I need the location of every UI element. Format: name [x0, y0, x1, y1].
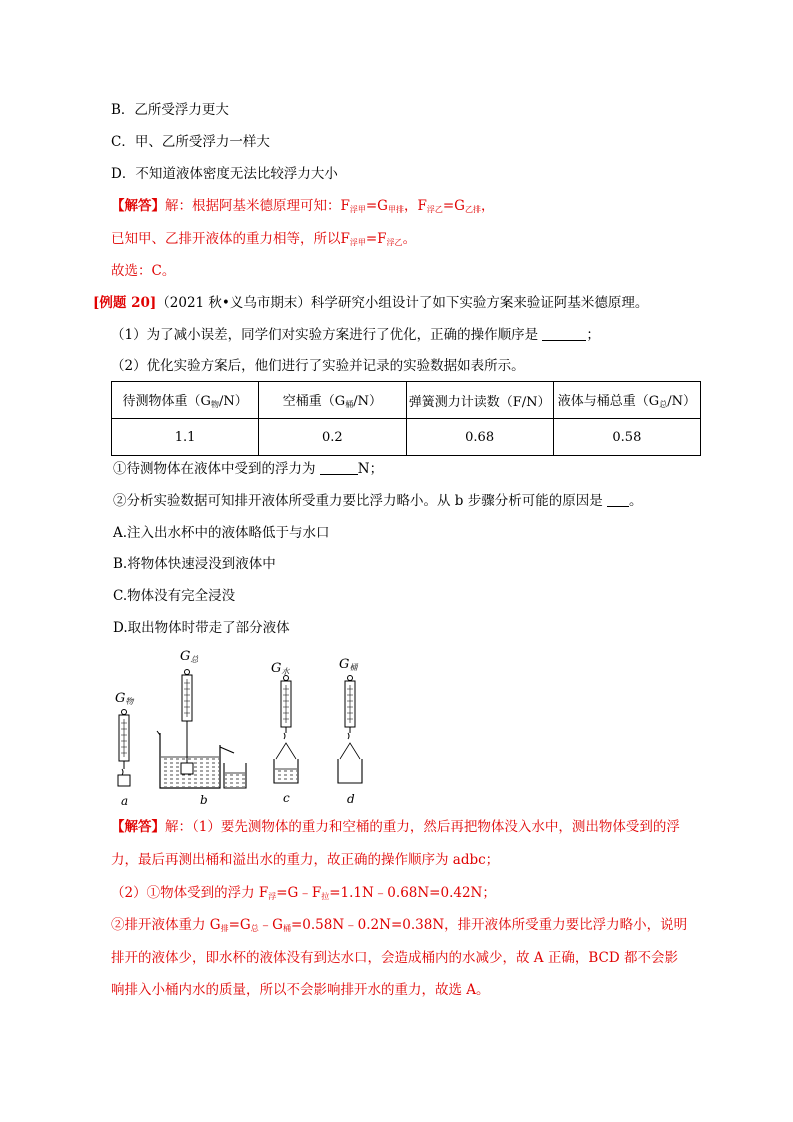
answer1-text: ，	[480, 198, 495, 214]
answer1-line1	[111, 196, 494, 220]
sub-question-2-end: 。	[629, 493, 643, 509]
table-header-cell: 空桶重$(G_桶/N)$	[259, 382, 406, 419]
answer1-text: =G	[365, 198, 388, 214]
sub-question-2-text: ②分析实验数据可知排开液体所受重力要比浮力略小。从 b 步骤分析可能的原因是	[113, 493, 603, 509]
label-g-zong: $G_总$	[180, 649, 199, 664]
answer-blank[interactable]	[607, 492, 629, 507]
answer2-line2: 力，最后再测出桶和溢出水的重力，故正确的操作顺序为 adbc；	[111, 852, 500, 868]
answer1-text: =G	[442, 198, 465, 214]
subscript: 浮乙	[426, 205, 443, 214]
submerged-object	[181, 763, 193, 774]
question-1	[111, 325, 600, 345]
label-g-tong: $G_桶$	[339, 657, 358, 672]
example-tag: [例题 20]	[93, 295, 157, 311]
sub-question-1	[113, 459, 383, 479]
example-heading	[93, 293, 648, 313]
answer1-text: 。	[402, 231, 417, 247]
setup-b	[157, 670, 246, 789]
setup-c	[274, 676, 298, 784]
experiment-figure	[110, 645, 380, 815]
label-g-wu: $G_物$	[115, 691, 134, 706]
answer2-line3: （2）①物体受到的浮力 $F_浮=G﹣F_拉=1.1N﹣0.68N=0.42N$；	[111, 885, 496, 901]
choice-a: A.注入出水杯中的液体略低于与水口	[113, 525, 330, 541]
question-2: （2）优化实验方案后，他们进行了实验并记录的实验数据如表所示。	[111, 358, 525, 374]
label-g-shui: $G_水$	[271, 661, 290, 676]
answer1-text: 已知甲、乙排开液体的重力相等，所以F	[111, 231, 350, 247]
subscript: 浮乙	[386, 238, 403, 247]
empty-bucket	[338, 759, 362, 783]
answer2-line5: 排开的液体少，即水杯的液体没有到达水口，会造成桶内的水减少，故 A 正确，BCD 都不会影	[111, 950, 678, 966]
choice-b: B.将物体快速浸没到液体中	[113, 556, 276, 572]
table-header-row	[112, 382, 701, 419]
answer-blank[interactable]	[320, 460, 358, 475]
question-1-text: （1）为了减小误差，同学们对实验方案进行了优化，正确的操作顺序是	[111, 327, 539, 343]
answer2-tag: 【解答】	[111, 819, 165, 835]
answer1-line3: 故选：C。	[111, 263, 176, 279]
option-b: B．乙所受浮力更大	[111, 102, 229, 118]
object-block	[118, 775, 130, 786]
subscript: 乙排	[464, 205, 481, 214]
subscript: 浮甲	[349, 238, 366, 247]
option-c: C．甲、乙所受浮力一样大	[111, 134, 270, 150]
table-header-cell: 液体与桶总重$(G_总/N)$	[553, 382, 700, 419]
tag-a: a	[121, 794, 129, 808]
answer1-text: 解：根据阿基米德原理可知：F	[165, 198, 350, 214]
sub-question-2	[113, 491, 643, 511]
subscript: 浮甲	[349, 205, 366, 214]
table-header-cell: 待测物体重$(G_物/N)$	[112, 382, 259, 419]
answer2-line4: ②排开液体重力 $G_排=G_总﹣G_桶=0.58N﹣0.2N=0.38N$，排开液体所受重力要比浮力略小，说明	[111, 917, 688, 933]
choice-d: D.取出物体时带走了部分液体	[113, 620, 290, 636]
sub-question-1-end: N；	[357, 461, 384, 477]
table-row	[112, 419, 701, 456]
answer2-text: 解：（1）要先测物体的重力和空桶的重力，然后再把物体没入水中，测出物体受到的浮	[165, 819, 680, 835]
table-cell: 1.1	[112, 419, 259, 456]
table-cell: 0.2	[259, 419, 406, 456]
answer2-line1	[111, 817, 680, 837]
answer1-text: =F	[365, 231, 387, 247]
answer1-tag: 【解答】	[111, 198, 165, 214]
data-table	[111, 381, 701, 456]
table-header-cell: 弹簧测力计读数（F/N）	[406, 382, 553, 419]
question-1-end: ；	[586, 327, 600, 343]
setup-a	[118, 710, 130, 787]
answer1-line2	[111, 229, 416, 253]
choice-c: C.物体没有完全浸没	[113, 588, 236, 604]
option-d: D．不知道液体密度无法比较浮力大小	[111, 166, 338, 182]
tag-d: d	[347, 792, 355, 806]
tag-c: c	[283, 791, 290, 805]
answer1-text: ，F	[403, 198, 427, 214]
table-cell: 0.68	[406, 419, 553, 456]
sub-question-1-text: ①待测物体在液体中受到的浮力为	[113, 461, 316, 477]
setup-d	[338, 676, 362, 784]
table-cell: 0.58	[553, 419, 700, 456]
subscript: 甲排	[387, 205, 404, 214]
answer2-line6: 响排入小桶内水的质量，所以不会影响排开水的重力，故选 A。	[111, 982, 490, 998]
answer-blank[interactable]	[542, 326, 586, 341]
tag-b: b	[200, 793, 208, 807]
example-text: （2021 秋•义乌市期末）科学研究小组设计了如下实验方案来验证阿基米德原理。	[156, 295, 649, 311]
